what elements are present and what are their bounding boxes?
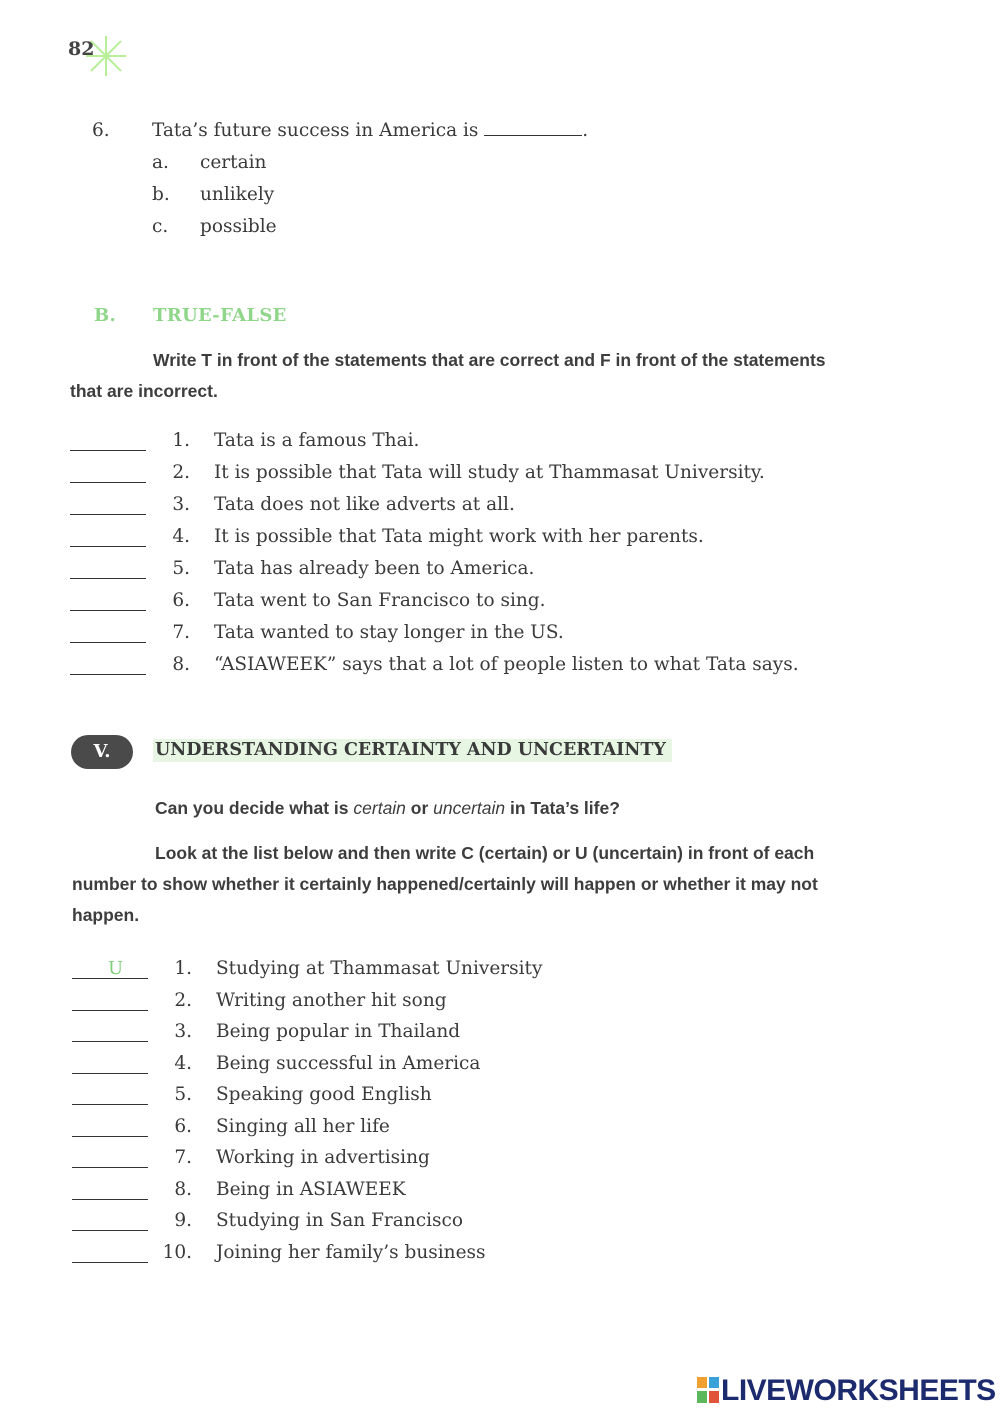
list-item (70, 558, 950, 588)
item-text: It is possible that Tata will study at Thammasat University. (214, 462, 765, 483)
section-v-instruction-line2: number to show whether it certainly happened/certainly will happen or whether it may not (72, 874, 818, 894)
list-item (70, 430, 950, 460)
item-text: Being in ASIAWEEK (216, 1178, 406, 1200)
item-text: Tata has already been to America. (214, 558, 535, 579)
answer-blank[interactable] (72, 1104, 148, 1105)
section-v-question (155, 793, 620, 824)
option-text: possible (200, 216, 277, 237)
answer-blank[interactable] (72, 1167, 148, 1168)
answer-blank[interactable] (70, 482, 146, 483)
item-number: 2. (172, 462, 190, 483)
question-mid: or (405, 798, 434, 818)
item-number: 8. (174, 1178, 192, 1200)
answer-blank[interactable] (72, 1073, 148, 1074)
item-number: 4. (172, 526, 190, 547)
section-b-instruction-line2: that are incorrect. (70, 381, 218, 401)
answer-blank[interactable] (70, 642, 146, 643)
list-item (72, 1179, 952, 1209)
list-item (70, 462, 950, 492)
section-v-instruction-line1: Look at the list below and then write C (certain) or U (uncertain) in front of each (155, 843, 815, 863)
question-suffix: in Tata’s life? (505, 798, 620, 818)
section-v-badge: V. (71, 735, 133, 769)
list-item (72, 1147, 952, 1177)
list-item (70, 526, 950, 556)
answer-blank[interactable] (72, 1199, 148, 1200)
page-number: 82 (68, 38, 95, 60)
item-number: 8. (172, 654, 190, 675)
item-number: 5. (174, 1084, 192, 1105)
item-number: 3. (172, 494, 190, 515)
answer-blank[interactable] (72, 1041, 148, 1042)
liveworksheets-logo-icon (697, 1377, 719, 1403)
list-item (70, 590, 950, 620)
section-title: TRUE-FALSE (153, 305, 287, 326)
item-text: Studying at Thammasat University (216, 958, 543, 979)
question-prefix: Can you decide what is (155, 798, 354, 818)
item-number: 6. (172, 590, 190, 611)
answer-blank[interactable] (70, 450, 146, 451)
star-decoration-icon (84, 34, 128, 78)
item-text: Tata is a famous Thai. (214, 430, 420, 451)
list-item (72, 958, 952, 988)
list-item (72, 1084, 952, 1114)
item-text: It is possible that Tata might work with her parents. (214, 526, 704, 547)
section-v-title: UNDERSTANDING CERTAINTY AND UNCERTAINTY (153, 739, 672, 762)
section-b-instruction-line1: Write T in front of the statements that are correct and F in front of the statements (153, 350, 826, 370)
list-item (70, 654, 950, 684)
answer-blank[interactable] (72, 1010, 148, 1011)
option-text: certain (200, 152, 267, 173)
item-text: Being successful in America (216, 1052, 481, 1074)
question-emphasis-certain: certain (353, 798, 406, 818)
item-number: 1. (172, 430, 190, 451)
list-item (72, 1021, 952, 1051)
section-b-heading (94, 305, 287, 326)
option-letter: a. (152, 152, 169, 173)
item-number: 9. (174, 1210, 192, 1231)
answer-blank[interactable] (72, 1136, 148, 1137)
item-number: 6. (174, 1115, 192, 1137)
item-text: Studying in San Francisco (216, 1210, 463, 1231)
item-text: Being popular in Thailand (216, 1021, 461, 1042)
option-letter: c. (152, 216, 169, 237)
item-text: Tata does not like adverts at all. (214, 494, 515, 515)
item-number: 7. (172, 622, 190, 643)
item-text: “ASIAWEEK” says that a lot of people listen to what Tata says. (214, 654, 799, 675)
section-letter: B. (94, 305, 117, 326)
item-text: Speaking good English (216, 1084, 432, 1105)
item-number: 4. (174, 1052, 192, 1074)
item-text: Tata went to San Francisco to sing. (214, 590, 546, 611)
item-text: Working in advertising (216, 1147, 430, 1168)
item-text: Singing all her life (216, 1115, 390, 1137)
item-text: Tata wanted to stay longer in the US. (214, 622, 564, 643)
item-number: 3. (174, 1021, 192, 1042)
item-number: 2. (174, 989, 192, 1011)
answer-blank[interactable] (70, 674, 146, 675)
list-item (72, 1210, 952, 1240)
answer-blank[interactable] (484, 121, 582, 136)
option-text: unlikely (200, 184, 275, 205)
logo-text: LIVEWORKSHEETS (721, 1374, 996, 1407)
answer-blank[interactable] (70, 610, 146, 611)
liveworksheets-logo[interactable] (697, 1374, 996, 1412)
section-v-instruction-line3: happen. (72, 905, 140, 925)
item-number: 1. (174, 958, 192, 979)
question-stem: Tata’s future success in America is (152, 120, 479, 141)
item-text: Joining her family’s business (216, 1241, 486, 1263)
answer-value: U (108, 958, 124, 979)
answer-blank[interactable] (70, 546, 146, 547)
option-letter: b. (152, 184, 170, 205)
list-item (72, 990, 952, 1020)
answer-blank[interactable] (70, 514, 146, 515)
item-number: 5. (172, 558, 190, 579)
question-number: 6. (92, 120, 110, 141)
item-number: 7. (174, 1147, 192, 1168)
list-item (72, 1116, 952, 1146)
question-emphasis-uncertain: uncertain (433, 798, 506, 818)
list-item (70, 494, 950, 524)
question-stem-end: . (582, 120, 589, 141)
answer-blank[interactable] (70, 578, 146, 579)
list-item (70, 622, 950, 652)
answer-blank[interactable] (72, 1230, 148, 1231)
list-item (72, 1242, 952, 1272)
list-item (72, 1053, 952, 1083)
item-number: 10. (162, 1241, 192, 1263)
item-text: Writing another hit song (216, 989, 447, 1011)
answer-blank[interactable] (72, 1262, 148, 1263)
